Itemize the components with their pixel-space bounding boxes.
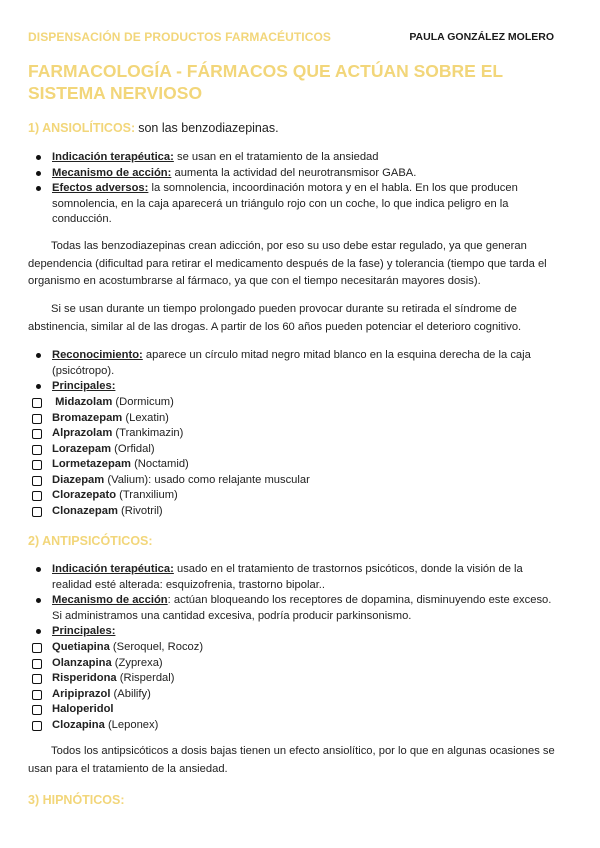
list-item — [34, 562, 554, 593]
list-item — [34, 624, 554, 640]
bullet-icon — [36, 629, 41, 634]
header-subject: DISPENSACIÓN DE PRODUCTOS FARMACÉUTICOS — [28, 30, 332, 44]
drug-name: Aripiprazol — [52, 687, 111, 700]
drug-detail: (Leponex) — [107, 718, 159, 731]
bullet-text: la somnolencia, incoordinación motora y en el habla. En los que producen somnolencia, en la caja aparecerá un triángulo rojo con un coche, lo que indica peligro en la conducción. — [52, 182, 518, 225]
bullet-term: Indicación terapéutica: — [52, 563, 174, 575]
checklist-item — [32, 473, 552, 489]
section-heading-ansioliticos — [28, 121, 279, 135]
paragraph-adiccion: Todas las benzodiazepinas crean adicción, por eso su uso debe estar regulado, ya que generan dependencia (dificultad para retirar el medicamento después de la fase) y tolerancia (tiempo que tarda el organismo en acostumbrarse al fármaco, ya que con el tiempo necesitarán mayores dosis). — [28, 240, 547, 287]
checkbox-icon[interactable] — [32, 690, 42, 700]
drug-detail: (Tranxilium) — [119, 489, 178, 501]
checkbox-icon[interactable] — [32, 643, 42, 653]
drug-detail: (Zyprexa) — [114, 656, 163, 669]
drug-name: Clonazepam — [52, 504, 118, 517]
bullet-icon — [36, 171, 41, 176]
bullet-term: Efectos adversos: — [52, 182, 149, 194]
checklist-item — [32, 488, 552, 504]
list-item — [34, 379, 554, 395]
list-item — [34, 348, 554, 379]
bullet-icon — [36, 155, 41, 160]
drug-name: Olanzapina — [52, 656, 112, 669]
header-author: PAULA GONZÁLEZ MOLERO — [409, 31, 554, 43]
drug-checklist-ansioliticos — [32, 395, 552, 519]
page-header — [28, 30, 554, 46]
checkbox-icon[interactable] — [32, 659, 42, 669]
drug-detail: (Seroquel, Rocoz) — [112, 641, 204, 653]
checklist-item — [32, 671, 552, 687]
bullet-list-antipsicoticos — [34, 562, 554, 640]
checkbox-icon[interactable] — [32, 705, 42, 715]
bullet-text: usado en el tratamiento de trastornos psicóticos, donde la visión de la realidad esté alterada: esquizofrenia, trastorno bipolar.. — [52, 563, 523, 591]
bullet-term: Mecanismo de acción — [52, 594, 168, 606]
drug-name: Risperidona — [52, 672, 117, 684]
drug-detail: (Orfidal) — [114, 442, 155, 455]
drug-name: Clorazepato — [52, 489, 117, 501]
drug-detail: (Valium): usado como relajante muscular — [107, 473, 310, 486]
checkbox-icon[interactable] — [32, 476, 42, 486]
bullet-term: Principales: — [52, 625, 116, 637]
bullet-text: aparece un círculo mitad negro mitad blanco en la esquina derecha de la caja (psicótropo). — [52, 349, 531, 377]
checklist-item — [32, 504, 552, 520]
drug-name: Lorazepam — [52, 442, 112, 455]
drug-name: Quetiapina — [52, 641, 110, 653]
drug-name: Alprazolam — [52, 427, 113, 439]
section-heading-rest: son las benzodiazepinas. — [138, 121, 279, 135]
drug-name: Diazepam — [52, 473, 105, 486]
checklist-item — [32, 702, 552, 718]
paragraph-ansiolitico-efecto: Todos los antipsicóticos a dosis bajas tienen un efecto ansiolítico, por lo que en algunas ocasiones se usan para el tratamiento de la ansiedad. — [28, 745, 555, 775]
drug-detail: (Abilify) — [113, 687, 151, 700]
bullet-text: aumenta la actividad del neurotransmisor GABA. — [174, 166, 417, 179]
checkbox-icon[interactable] — [32, 414, 42, 424]
checklist-item — [32, 718, 552, 734]
section-heading-label: 1) ANSIOLÍTICOS: — [28, 121, 136, 135]
bullet-text: : actúan bloqueando los receptores de dopamina, disminuyendo este exceso. Si administramos una cantidad excesiva, podría producir parkinsonismo. — [52, 594, 552, 622]
list-item — [34, 593, 554, 624]
checkbox-icon[interactable] — [32, 445, 42, 455]
checklist-item — [32, 411, 552, 427]
bullet-list-ansioliticos — [34, 150, 554, 228]
list-item — [34, 150, 554, 166]
bullet-icon — [36, 567, 41, 572]
bullet-text: se usan en el tratamiento de la ansiedad — [176, 151, 379, 163]
drug-checklist-antipsicoticos — [32, 640, 552, 733]
drug-detail: (Risperdal) — [119, 672, 175, 684]
checklist-item — [32, 640, 552, 656]
drug-detail: (Dormicum) — [115, 396, 174, 408]
drug-detail: (Lexatin) — [125, 411, 169, 424]
checklist-item — [32, 656, 552, 672]
drug-name: Lormetazepam — [52, 458, 131, 470]
checklist-item — [32, 395, 552, 411]
checklist-item — [32, 426, 552, 442]
checklist-item — [32, 687, 552, 703]
checkbox-icon[interactable] — [32, 398, 42, 408]
bullet-icon — [36, 598, 41, 603]
checkbox-icon[interactable] — [32, 460, 42, 470]
bullet-icon — [36, 384, 41, 389]
checklist-item — [32, 457, 552, 473]
section-heading-antipsicoticos: 2) ANTIPSICÓTICOS: — [28, 534, 153, 548]
bullet-list-reconocimiento — [34, 348, 554, 395]
bullet-icon — [36, 186, 41, 191]
section-heading-hipnoticos: 3) HIPNÓTICOS: — [28, 793, 125, 807]
checkbox-icon[interactable] — [32, 491, 42, 501]
drug-name: Midazolam — [55, 396, 113, 408]
drug-name: Bromazepam — [52, 411, 123, 424]
checkbox-icon[interactable] — [32, 429, 42, 439]
checkbox-icon[interactable] — [32, 674, 42, 684]
list-item — [34, 166, 554, 182]
checkbox-icon[interactable] — [32, 721, 42, 731]
bullet-term: Reconocimiento: — [52, 349, 143, 361]
bullet-term: Principales: — [52, 380, 116, 392]
drug-name: Clozapina — [52, 718, 105, 731]
list-item — [34, 181, 554, 228]
checkbox-icon[interactable] — [32, 507, 42, 517]
drug-detail: (Noctamid) — [134, 458, 189, 470]
drug-detail: (Rivotril) — [121, 504, 163, 517]
bullet-term: Indicación terapéutica: — [52, 151, 174, 163]
page-title: FARMACOLOGÍA - FÁRMACOS QUE ACTÚAN SOBRE EL SISTEMA NERVIOSO — [28, 61, 503, 103]
bullet-term: Mecanismo de acción: — [52, 166, 172, 179]
bullet-icon — [36, 353, 41, 358]
drug-name: Haloperidol — [52, 703, 114, 715]
paragraph-abstinencia: Si se usan durante un tiempo prolongado pueden provocar durante su retirada el síndrome de abstinencia, similar al de las drogas. A partir de los 60 años pueden potenciar el deterioro cognitivo. — [28, 303, 522, 333]
checklist-item — [32, 442, 552, 458]
drug-detail: (Trankimazin) — [115, 427, 184, 439]
